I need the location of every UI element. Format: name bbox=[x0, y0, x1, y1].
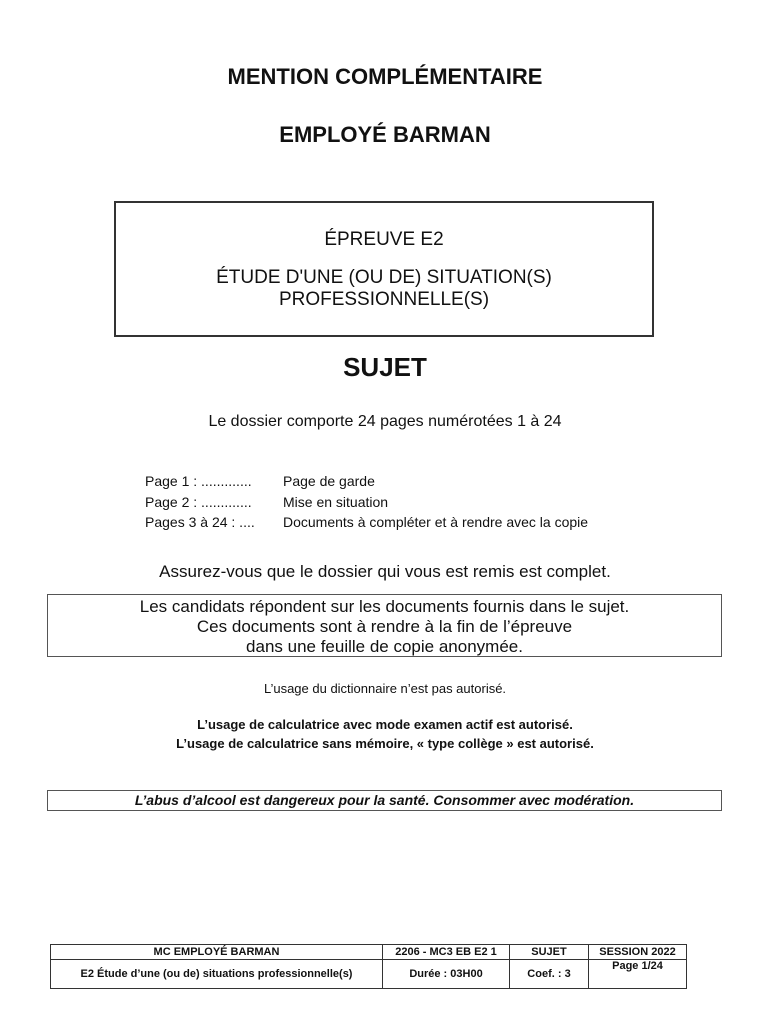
pages-list bbox=[145, 471, 588, 533]
pages-list-label: Pages 3 à 24 : .... bbox=[145, 514, 255, 530]
alcohol-warning: L’abus d’alcool est dangereux pour la santé. Consommer avec modération. bbox=[47, 790, 722, 811]
document-subtitle: EMPLOYÉ BARMAN bbox=[279, 122, 491, 147]
footer-session: SESSION 2022 bbox=[589, 945, 687, 960]
epreuve-description-line2: PROFESSIONNELLE(S) bbox=[278, 289, 490, 310]
epreuve-label: ÉPREUVE E2 bbox=[324, 229, 444, 250]
footer-coefficient: Coef. : 3 bbox=[510, 960, 589, 989]
footer-table bbox=[50, 944, 687, 989]
footer-epreuve: E2 Étude d’une (ou de) situations professionnelle(s) bbox=[51, 960, 383, 989]
pages-list-item bbox=[145, 471, 588, 492]
pages-list-desc: Page de garde bbox=[283, 473, 375, 489]
pages-list-item bbox=[145, 492, 588, 513]
epreuve-description bbox=[116, 267, 652, 311]
calculator-notice-exam-mode: L’usage de calculatrice avec mode examen actif est autorisé. bbox=[197, 717, 573, 732]
pages-list-item bbox=[145, 512, 588, 533]
candidates-instructions-line3: dans une feuille de copie anonymée. bbox=[246, 637, 523, 656]
page-count-text: Le dossier comporte 24 pages numérotées 1 à 24 bbox=[208, 413, 562, 430]
footer-page-number: Page 1/24 bbox=[589, 960, 687, 989]
pages-list-label: Page 2 : ............. bbox=[145, 493, 252, 510]
sujet-heading: SUJET bbox=[343, 352, 427, 382]
dictionary-notice: L’usage du dictionnaire n’est pas autorisé. bbox=[263, 681, 507, 696]
pages-list-label: Page 1 : ............. bbox=[145, 473, 252, 489]
epreuve-box bbox=[114, 201, 654, 337]
completeness-notice: Assurez-vous que le dossier qui vous est remis est complet. bbox=[159, 562, 611, 581]
footer-document-type: SUJET bbox=[510, 945, 589, 960]
pages-list-desc: Documents à compléter et à rendre avec la copie bbox=[283, 514, 589, 530]
epreuve-description-line1: ÉTUDE D'UNE (OU DE) SITUATION(S) bbox=[216, 267, 552, 288]
footer-duration: Durée : 03H00 bbox=[383, 960, 510, 989]
document-title: MENTION COMPLÉMENTAIRE bbox=[227, 64, 543, 89]
candidates-instructions-line2: Ces documents sont à rendre à la fin de l’épreuve bbox=[196, 617, 573, 636]
candidates-instructions-box bbox=[47, 594, 722, 657]
calculator-notice-college: L’usage de calculatrice sans mémoire, « type collège » est autorisé. bbox=[176, 736, 594, 751]
footer-diploma: MC EMPLOYÉ BARMAN bbox=[51, 945, 383, 960]
candidates-instructions-line1: Les candidats répondent sur les documents fournis dans le sujet. bbox=[139, 597, 630, 616]
footer-code: 2206 - MC3 EB E2 1 bbox=[383, 945, 510, 960]
pages-list-desc: Mise en situation bbox=[283, 493, 389, 510]
